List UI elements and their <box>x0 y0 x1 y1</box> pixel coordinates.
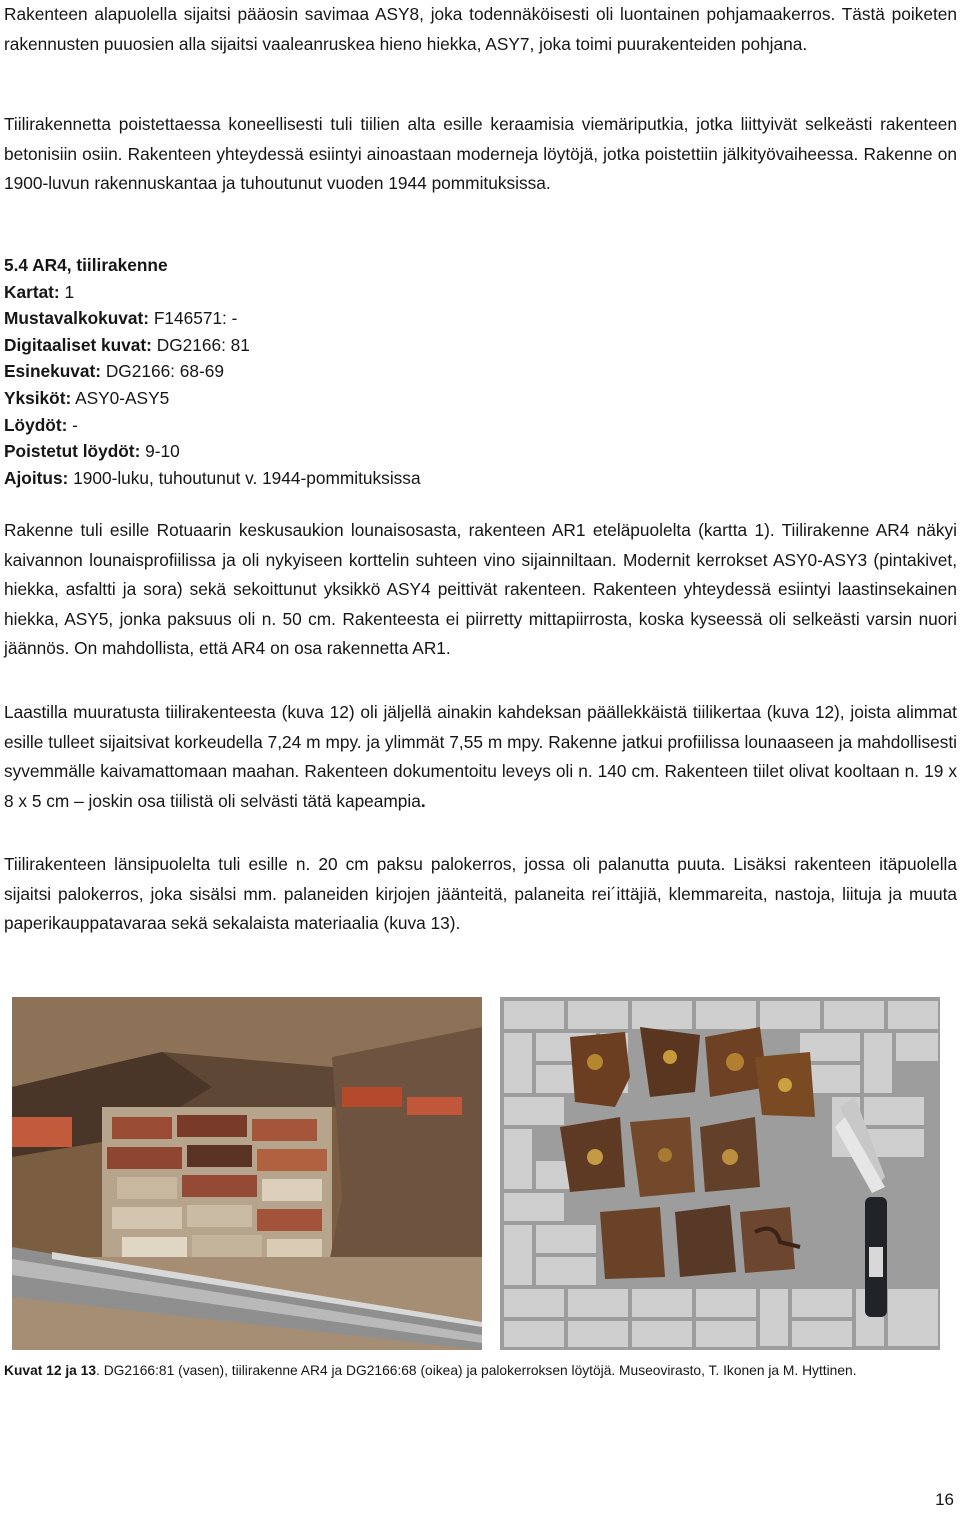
field-row <box>4 438 704 465</box>
field-row <box>4 358 704 385</box>
paragraph-body-2 <box>4 698 957 816</box>
field-label: Poistetut löydöt: <box>4 441 141 462</box>
brick-structure-photo <box>12 997 482 1350</box>
field-label: Kartat: <box>4 281 60 302</box>
field-label: Yksiköt: <box>4 387 72 408</box>
field-value: F146571: - <box>149 308 238 329</box>
field-row <box>4 465 704 492</box>
field-value: 9-10 <box>140 441 180 462</box>
paragraph-body-2-end: . <box>420 790 426 811</box>
section-heading: 5.4 AR4, tiilirakenne <box>4 255 168 275</box>
section-fields <box>4 252 704 491</box>
paragraph-body-1: Rakenne tuli esille Rotuaarin keskusaukion lounaisosasta, rakenteen AR1 eteläpuolelta (kartta 1). Tiilirakenne AR4 näkyi kaivannon lounaisprofiilissa ja oli nykyiseen korttelin suhteen vino sijainniltaan. Modernit kerrokset ASY0-ASY3 (pintakivet, hiekka, asfaltti ja sora) sekä sekoittunut yksikkö ASY4 peittivät rakenteen. Rakenteen yhteydessä esiintyi laastinsekainen hiekka, ASY5, jonka paksuus oli n. 50 cm. Rakenteesta ei piirretty mittapiirrosta, koska kyseessä oli selkeästi varsin nuori jäännös. On mahdollista, että AR4 on osa rakennetta AR1. <box>4 520 957 658</box>
field-label: Digitaaliset kuvat: <box>4 334 152 355</box>
field-value: DG2166: 81 <box>151 334 250 355</box>
figure-caption <box>4 1360 957 1382</box>
page-number: 16 <box>935 1490 954 1509</box>
field-value: DG2166: 68-69 <box>101 361 224 382</box>
caption-text: . DG2166:81 (vasen), tiilirakenne AR4 ja DG2166:68 (oikea) ja palokerroksen löytöjä. Museovirasto, T. Ikonen ja M. Hyttinen. <box>96 1363 857 1378</box>
field-row <box>4 412 704 439</box>
caption-label: Kuvat 12 ja 13 <box>4 1363 97 1378</box>
field-row <box>4 385 704 412</box>
burned-finds-photo <box>500 997 940 1350</box>
paragraph-body-3: Tiilirakenteen länsipuolelta tuli esille n. 20 cm paksu palokerros, jossa oli palanutta puuta. Lisäksi rakenteen itäpuolella sijaitsi palokerros, joka sisälsi mm. palaneiden kirjojen jäänteitä, palaneita rei´ittäjiä, klemmareita, nastoja, liituja ja muuta paperikauppatavaraa sekä sekalaista materiaalia (kuva 13). <box>4 854 957 933</box>
paragraph-body-2-text: Laastilla muuratusta tiilirakenteesta (kuva 12) oli jäljellä ainakin kahdeksan päällekkäistä tiilikertaa (kuva 12), joista alimmat esille tulleet sijaitsivat korkeudella 7,24 m mpy. ja ylimmät 7,55 m mpy. Rakenne jatkui profiilissa lounaaseen ja mahdollisesti syvemmälle kaivamattomaan maahan. Rakenteen dokumentoitu leveys oli n. 140 cm. Rakenteen tiilet olivat kooltaan n. 19 x 8 x 5 cm – joskin osa tiilistä oli selvästi tätä kapeampia <box>4 702 957 811</box>
paragraph-intro-2: Tiilirakennetta poistettaessa koneellisesti tuli tiilien alta esille keraamisia viemäriputkia, jotka liittyivät selkeästi rakenteen betonisiin osiin. Rakenteen yhteydessä esiintyi ainoastaan moderneja löytöjä, jotka poistettiin jälkityövaiheessa. Rakenne on 1900-luvun rakennuskantaa ja tuhoutunut vuoden 1944 pommituksissa. <box>4 114 957 193</box>
field-row <box>4 332 704 359</box>
field-value: ASY0-ASY5 <box>71 387 170 408</box>
field-value: - <box>67 414 78 435</box>
field-label: Esinekuvat: <box>4 361 102 382</box>
field-value: 1900-luku, tuhoutunut v. 1944-pommituksissa <box>68 467 421 488</box>
field-row <box>4 279 704 306</box>
field-value: 1 <box>59 281 75 302</box>
field-label: Mustavalkokuvat: <box>4 308 150 329</box>
field-label: Löydöt: <box>4 414 68 435</box>
paragraph-intro-1: Rakenteen alapuolella sijaitsi pääosin savimaa ASY8, joka todennäköisesti oli luontainen pohjamaakerros. Tästä poiketen rakennusten puuosien alla sijaitsi vaaleanruskea hieno hiekka, ASY7, joka toimi puurakenteiden pohjana. <box>4 4 957 54</box>
field-label: Ajoitus: <box>4 467 69 488</box>
field-row <box>4 305 704 332</box>
